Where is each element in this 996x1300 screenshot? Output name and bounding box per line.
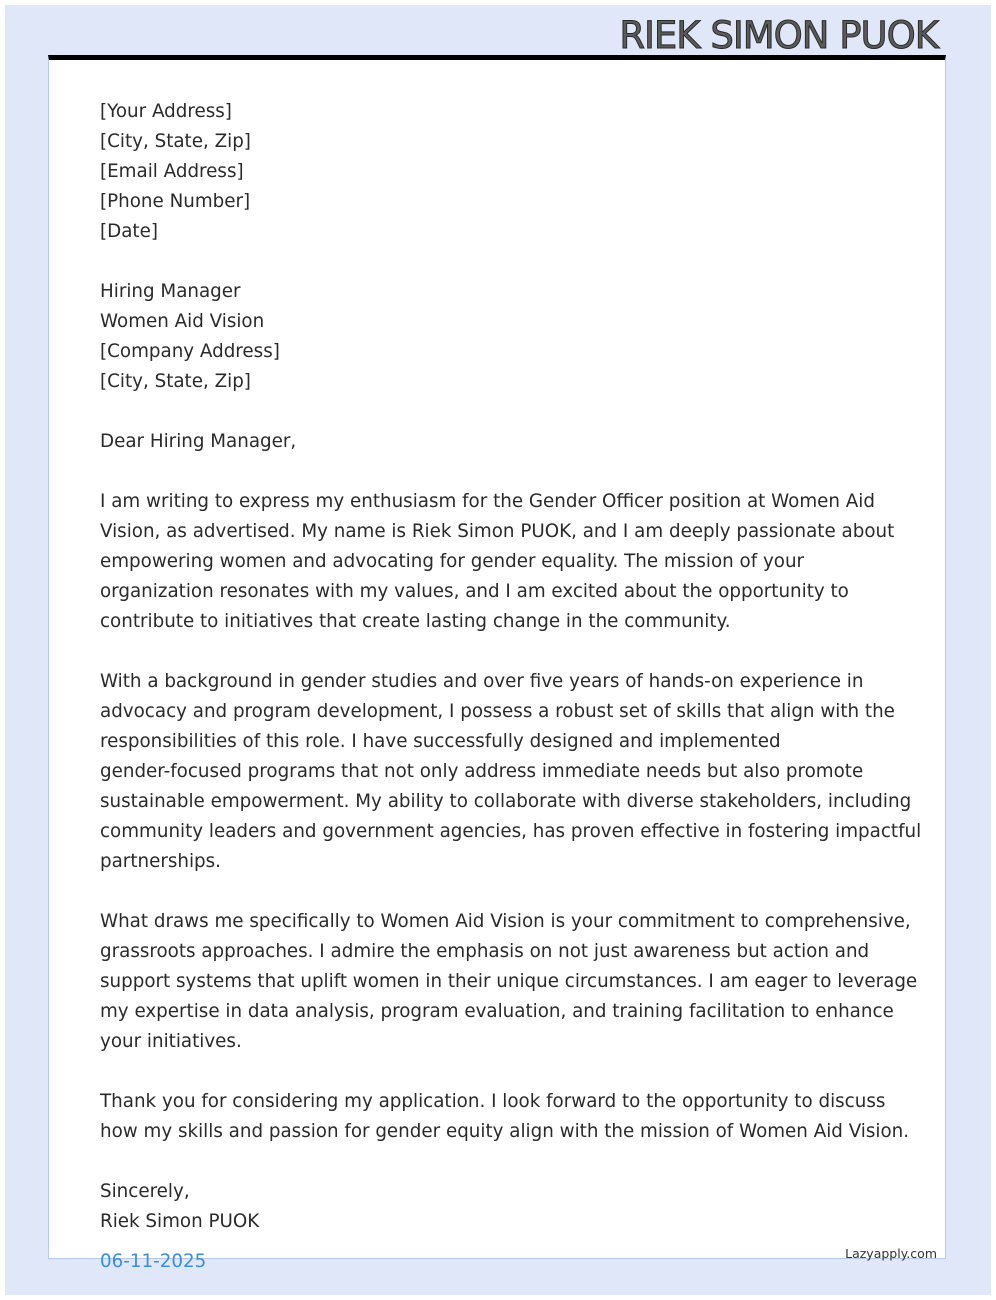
paragraph-line: grassroots approaches. I admire the emphasis on not just awareness but action and bbox=[100, 941, 870, 962]
paragraph-line: organization resonates with my values, and I am excited about the opportunity to bbox=[100, 581, 849, 602]
paragraph-line: community leaders and government agencies, has proven effective in fostering impactful bbox=[100, 821, 922, 842]
footer-site-link[interactable]: Lazyapply.com bbox=[845, 1246, 937, 1261]
recipient-city-state-zip: [City, State, Zip] bbox=[100, 371, 251, 392]
footer-date: 06-11-2025 bbox=[100, 1251, 207, 1272]
paragraph-line: Thank you for considering my application. I look forward to the opportunity to discuss bbox=[100, 1091, 886, 1112]
recipient-company: Women Aid Vision bbox=[100, 311, 265, 332]
paragraph-experience bbox=[100, 667, 922, 877]
sender-phone: [Phone Number] bbox=[100, 191, 251, 212]
sender-date: [Date] bbox=[100, 221, 158, 242]
paragraph-line: responsibilities of this role. I have successfully designed and implemented bbox=[100, 731, 781, 752]
header-name: RIEK SIMON PUOK bbox=[619, 14, 938, 57]
paragraph-line: empowering women and advocating for gender equality. The mission of your bbox=[100, 551, 805, 572]
paragraph-line: partnerships. bbox=[100, 851, 221, 872]
signature-name: Riek Simon PUOK bbox=[100, 1211, 260, 1232]
recipient-block bbox=[100, 277, 900, 397]
valediction: Sincerely, bbox=[100, 1181, 190, 1202]
paragraph-line: my expertise in data analysis, program evaluation, and training facilitation to enhance bbox=[100, 1001, 894, 1022]
paragraph-intro bbox=[100, 487, 900, 637]
paragraph-line: support systems that uplift women in their unique circumstances. I am eager to leverage bbox=[100, 971, 918, 992]
sender-email: [Email Address] bbox=[100, 161, 244, 182]
paragraph-line: What draws me specifically to Women Aid Vision is your commitment to comprehensive, bbox=[100, 911, 911, 932]
sender-city-state-zip: [City, State, Zip] bbox=[100, 131, 251, 152]
recipient-title: Hiring Manager bbox=[100, 281, 241, 302]
paragraph-line: With a background in gender studies and over five years of hands-on experience in bbox=[100, 671, 864, 692]
paragraph-line: gender-focused programs that not only address immediate needs but also promote bbox=[100, 761, 864, 782]
paragraph-line: your initiatives. bbox=[100, 1031, 242, 1052]
letter-body bbox=[100, 97, 922, 1237]
paragraph-motivation bbox=[100, 907, 918, 1057]
sender-address: [Your Address] bbox=[100, 101, 232, 122]
paragraph-line: contribute to initiatives that create lasting change in the community. bbox=[100, 611, 731, 632]
recipient-address: [Company Address] bbox=[100, 341, 280, 362]
salutation: Dear Hiring Manager, bbox=[100, 431, 297, 452]
paragraph-line: advocacy and program development, I possess a robust set of skills that align with the bbox=[100, 701, 895, 722]
paragraph-line: Vision, as advertised. My name is Riek Simon PUOK, and I am deeply passionate about bbox=[100, 521, 895, 542]
sender-block bbox=[100, 97, 900, 247]
paragraph-line: how my skills and passion for gender equity align with the mission of Women Aid Vision. bbox=[100, 1121, 910, 1142]
paragraph-closing bbox=[100, 1087, 910, 1147]
paragraph-line: sustainable empowerment. My ability to collaborate with diverse stakeholders, including bbox=[100, 791, 912, 812]
paragraph-line: I am writing to express my enthusiasm for the Gender Officer position at Women Aid bbox=[100, 491, 875, 512]
